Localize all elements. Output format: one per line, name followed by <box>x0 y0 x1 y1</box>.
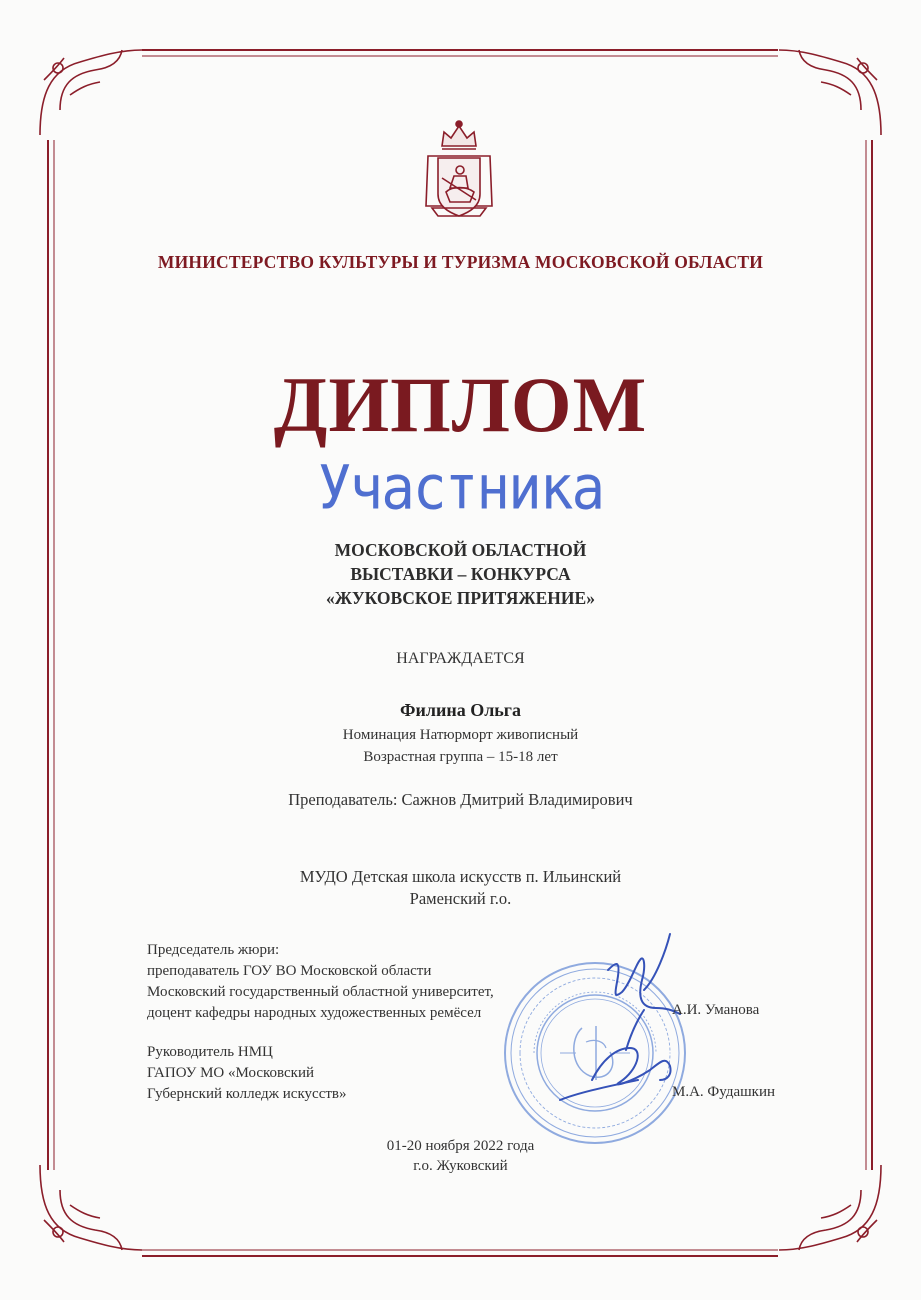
corner-ornament-top-right <box>779 50 881 135</box>
diploma-subtitle: Участника <box>317 453 604 524</box>
recipient-details <box>0 724 921 768</box>
awarded-label: НАГРАЖДАЕТСЯ <box>396 650 525 667</box>
jury-signer: А.И. Уманова <box>672 1002 760 1018</box>
diploma-title: ДИПЛОМ <box>273 361 648 448</box>
jury-line-1: Председатель жюри: <box>147 942 280 958</box>
contest-line-1: МОСКОВСКОЙ ОБЛАСТНОЙ <box>334 540 587 560</box>
corner-ornament-top-left <box>40 50 142 135</box>
school-line-2: Раменский г.о. <box>409 889 512 908</box>
ministry-name: МИНИСТЕРСТВО КУЛЬТУРЫ И ТУРИЗМА МОСКОВСКОЙ ОБЛАСТИ <box>157 252 764 272</box>
school <box>0 866 921 910</box>
school-line-1: МУДО Детская школа искусств п. Ильинский <box>299 867 622 886</box>
recipient-name: Филина Ольга <box>400 700 521 720</box>
jury-line-3: Московский государственный областной университет, <box>147 984 494 1000</box>
age-group: Возрастная группа – 15-18 лет <box>363 749 558 765</box>
contest-line-2: ВЫСТАВКИ – КОНКУРСА <box>350 564 571 584</box>
moscow-oblast-coat-of-arms-icon <box>420 116 498 224</box>
contest-name <box>0 538 921 610</box>
jury-line-4: доцент кафедры народных художественных ремёсел <box>147 1005 482 1021</box>
nomination: Номинация Натюрморт живописный <box>342 727 579 743</box>
nmc-signer: М.А. Фудашкин <box>672 1084 776 1100</box>
nmc-line-1: Руководитель НМЦ <box>147 1044 273 1060</box>
issue-date: 01-20 ноября 2022 года <box>386 1138 535 1154</box>
jury-chair <box>147 940 494 1024</box>
issue-date-place <box>0 1136 921 1176</box>
corner-ornament-bottom-left <box>40 1165 142 1250</box>
teacher: Преподаватель: Сажнов Дмитрий Владимирович <box>288 790 633 809</box>
issue-place: г.о. Жуковский <box>413 1158 508 1174</box>
nmc-head <box>147 1042 347 1105</box>
jury-line-2: преподаватель ГОУ ВО Московской области <box>147 963 432 979</box>
nmc-line-3: Губернский колледж искусств» <box>147 1086 347 1102</box>
nmc-line-2: ГАПОУ МО «Московский <box>147 1065 314 1081</box>
contest-line-3: «ЖУКОВСКОЕ ПРИТЯЖЕНИЕ» <box>326 588 595 608</box>
corner-ornament-bottom-right <box>779 1165 881 1250</box>
